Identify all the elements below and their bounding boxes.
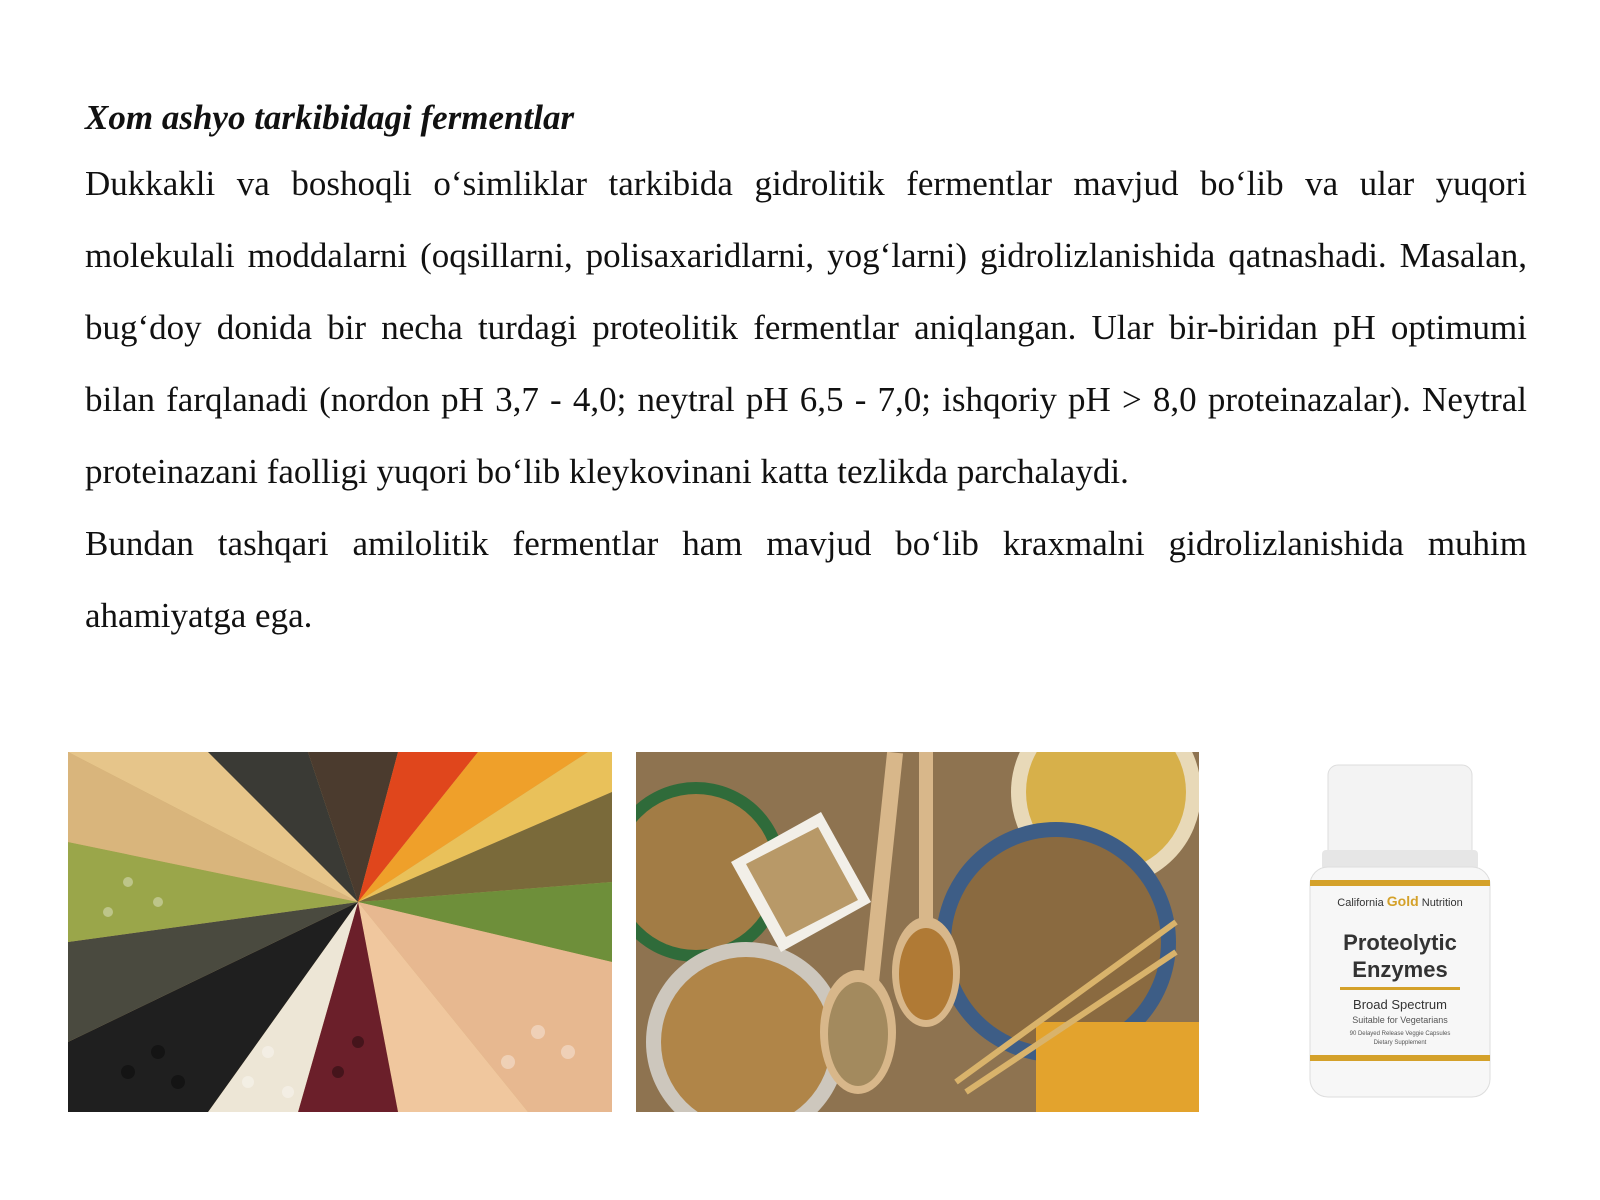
legumes-photo xyxy=(68,752,612,1112)
bottle-fine-print-1: 90 Delayed Release Veggie Capsules xyxy=(1349,1031,1451,1037)
bottle-product-name-2: Enzymes xyxy=(1352,957,1448,982)
text-block xyxy=(85,88,1527,652)
bottle-brand xyxy=(1310,893,1490,909)
brand-nutrition: Nutrition xyxy=(1421,897,1463,909)
supplement-bottle-photo xyxy=(1300,755,1500,1105)
brand-gold: Gold xyxy=(1386,893,1419,909)
slide-title: Xom ashyo tarkibidagi fermentlar xyxy=(85,98,575,137)
bottle-subtitle: Broad Spectrum xyxy=(1353,997,1447,1012)
paragraph-enzymes: Dukkakli va boshoqli o‘simliklar tarkibida gidrolitik fermentlar mavjud bo‘lib va ular yuqori molekulali moddalarni (oqsillarni, polisaxaridlarni, yog‘larni) gidrolizlanishida qatnashadi. Masalan, bug‘doy donida bir necha turdagi proteolitik fermentlar aniqlangan. Ular bir-biridan pH optimumi bilan farqlanadi (nordon pH 3,7 - 4,0; neytral pH 6,5 - 7,0; ishqoriy pH > 8,0 proteinazalar). Neytral proteinazani faolligi yuqori bo‘lib kleykovinani katta tezlikda parchalaydi. xyxy=(85,164,1527,491)
paragraph-amylolytic: Bundan tashqari amilolitik fermentlar ham mavjud bo‘lib kraxmalni gidrolizlanishida muhim ahamiyatga ega. xyxy=(85,524,1527,635)
brand-california: California xyxy=(1337,897,1384,909)
grains-photo xyxy=(636,752,1199,1112)
bottle-fine-print-2: Dietary Supplement xyxy=(1373,1040,1427,1046)
bottle-note: Suitable for Vegetarians xyxy=(1352,1015,1448,1025)
bottle-product-name-1: Proteolytic xyxy=(1343,930,1457,955)
